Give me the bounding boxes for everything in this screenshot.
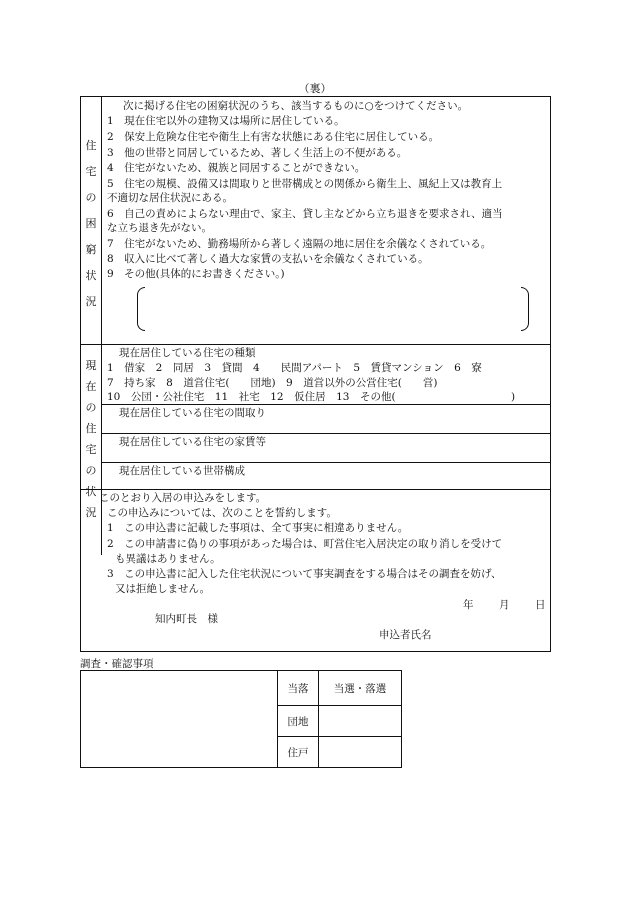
rent-label: 現在居住している住宅の家賃等 (119, 436, 266, 448)
room-layout-label: 現在居住している住宅の間取り (119, 407, 266, 419)
row-divider (101, 433, 550, 434)
hardship-item-3: 3 他の世帯と同居しているため、著しく生活上の不便がある。 (107, 147, 408, 159)
housing-type-heading: 現在居住している住宅の種類 (119, 347, 256, 359)
hardship-item-6-cont: な立ち退き先がない。 (107, 222, 212, 234)
page-title: （裏） (298, 82, 332, 95)
date-year-label: 年 (463, 599, 474, 611)
pledge-3-cont: 又は拒絶しません。 (115, 583, 211, 595)
pledge-1: 1 この申込書に記載した事項は、全て事実に相違ありません。 (107, 522, 409, 534)
hardship-item-8: 8 収入に比べて著しく過大な家賃の支払いを余儀なくされている。 (107, 253, 429, 265)
hardship-item-4: 4 住宅がないため、親族と同居することができない。 (107, 162, 366, 174)
section-label-current-housing: 現 在 の 住 宅 の 状 況 (85, 359, 97, 519)
hardship-item-1: 1 現在住宅以外の建物又は場所に居住している。 (107, 115, 345, 127)
date-month-label: 月 (499, 599, 510, 611)
unit-field[interactable] (319, 737, 402, 768)
rent-field[interactable] (291, 435, 546, 461)
household-field[interactable] (291, 464, 546, 488)
pledge-2: 2 この申請書に偽りの事項があった場合は、町営住宅入居決定の取り消しを受けて (107, 538, 503, 550)
household-label: 現在居住している世帯構成 (119, 465, 245, 477)
survey-row-label: 団地 (278, 706, 319, 737)
other-details-right-bracket (521, 287, 529, 331)
hardship-item-7: 7 住宅がないため、勤務場所から著しく遠隔の地に居住を余儀なくされている。 (107, 238, 492, 250)
survey-notes-area[interactable] (81, 671, 278, 768)
date-day-label: 日 (535, 599, 546, 611)
complex-field[interactable] (319, 706, 402, 737)
survey-table (80, 670, 402, 768)
result-selection[interactable]: 当選・落選 (319, 671, 402, 706)
hardship-item-9: 9 その他(具体的にお書きください。) (107, 268, 285, 280)
other-details-field[interactable] (147, 289, 519, 329)
survey-title: 調査・確認事項 (80, 658, 154, 670)
survey-row-label: 住戸 (278, 737, 319, 768)
section-divider (81, 489, 550, 490)
room-layout-field[interactable] (291, 406, 546, 432)
pledge-3: 3 この申込書に記入した住宅状況について事実調査をする場合はその調査を妨げ、 (107, 568, 502, 580)
hardship-item-2: 2 保安上危険な住宅や衛生上有害な状態にある住宅に居住している。 (107, 131, 440, 143)
pledge-intro: この申込みについては、次のことを誓約します。 (107, 507, 337, 519)
applicant-name-field[interactable] (439, 625, 544, 645)
applicant-name-label: 申込者氏名 (379, 629, 432, 641)
addressee: 知内町長 様 (155, 613, 218, 625)
section-divider (81, 344, 550, 345)
hardship-item-6: 6 自己の責めによらない理由で、家主、貸し主などから立ち退きを要求され、適当 (107, 208, 503, 220)
housing-type-options-2[interactable]: 7 持ち家 8 道営住宅( 団地) 9 道営以外の公営住宅( 営) (107, 377, 438, 389)
application-statement: このとおり入居の申込みをします。 (99, 492, 267, 504)
label-column-divider (101, 97, 102, 555)
row-divider (101, 462, 550, 463)
housing-type-options-1[interactable]: 1 借家 2 同居 3 貸間 4 民間アパート 5 賃貸マンション 6 寮 (107, 362, 482, 374)
section-label-housing-hardship: 住 宅 の 困 窮 状 況 (85, 139, 97, 308)
housing-type-options-3[interactable]: 10 公団・公社住宅 11 社宅 12 仮住居 13 その他( ) (107, 391, 516, 403)
pledge-2-cont: も異議はありません。 (115, 553, 221, 565)
other-details-left-bracket (137, 287, 145, 331)
hardship-item-5-cont: 不適切な居住状況にある。 (107, 192, 233, 204)
hardship-intro: 次に掲げる住宅の困窮状況のうち、該当するものに○をつけてください。 (123, 100, 469, 112)
row-divider (101, 404, 550, 405)
application-form (80, 96, 551, 652)
survey-row-label: 当落 (278, 671, 319, 706)
hardship-item-5: 5 住宅の規模、設備又は間取りと世帯構成との関係から衛生上、風紀上又は教育上 (107, 178, 503, 190)
